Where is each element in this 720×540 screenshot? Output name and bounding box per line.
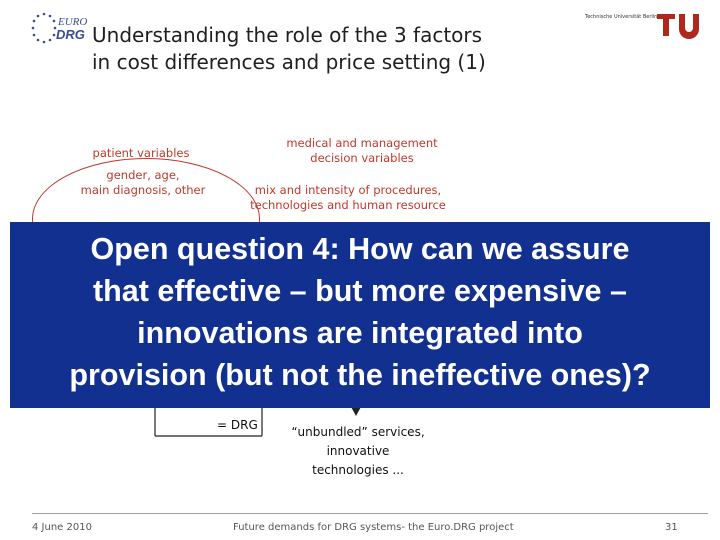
svg-text:DRG: DRG (56, 27, 85, 42)
mix-intensity-label: mix and intensity of procedures, technologies and human resource (250, 183, 446, 212)
medical-variables-label: medical and management decision variables (286, 136, 438, 165)
open-question-text: Open question 4: How can we assure that effective – but more expensive – innovations are integrated into provision (but not the ineffective ones)? (69, 232, 651, 392)
patient-details-label: gender, age, main diagnosis, other (80, 168, 206, 197)
title-line-1: Understanding the role of the 3 factors (92, 23, 483, 47)
page-number: 31 (665, 522, 678, 533)
footer-date: 4 June 2010 (32, 522, 92, 533)
tu-berlin-caption: Technische Universität Berlin (585, 14, 658, 20)
patient-variables-label: patient variables (92, 146, 190, 160)
drg-label: = DRG (217, 418, 258, 432)
svg-text:EURO: EURO (58, 16, 88, 28)
title-line-2: in cost differences and price setting (1) (92, 50, 486, 74)
unbundled-services-label: “unbundled” services, innovative technologies ... (291, 425, 425, 477)
footer-divider (32, 513, 708, 514)
footer-project: Future demands for DRG systems- the Euro.DRG project (233, 522, 514, 533)
